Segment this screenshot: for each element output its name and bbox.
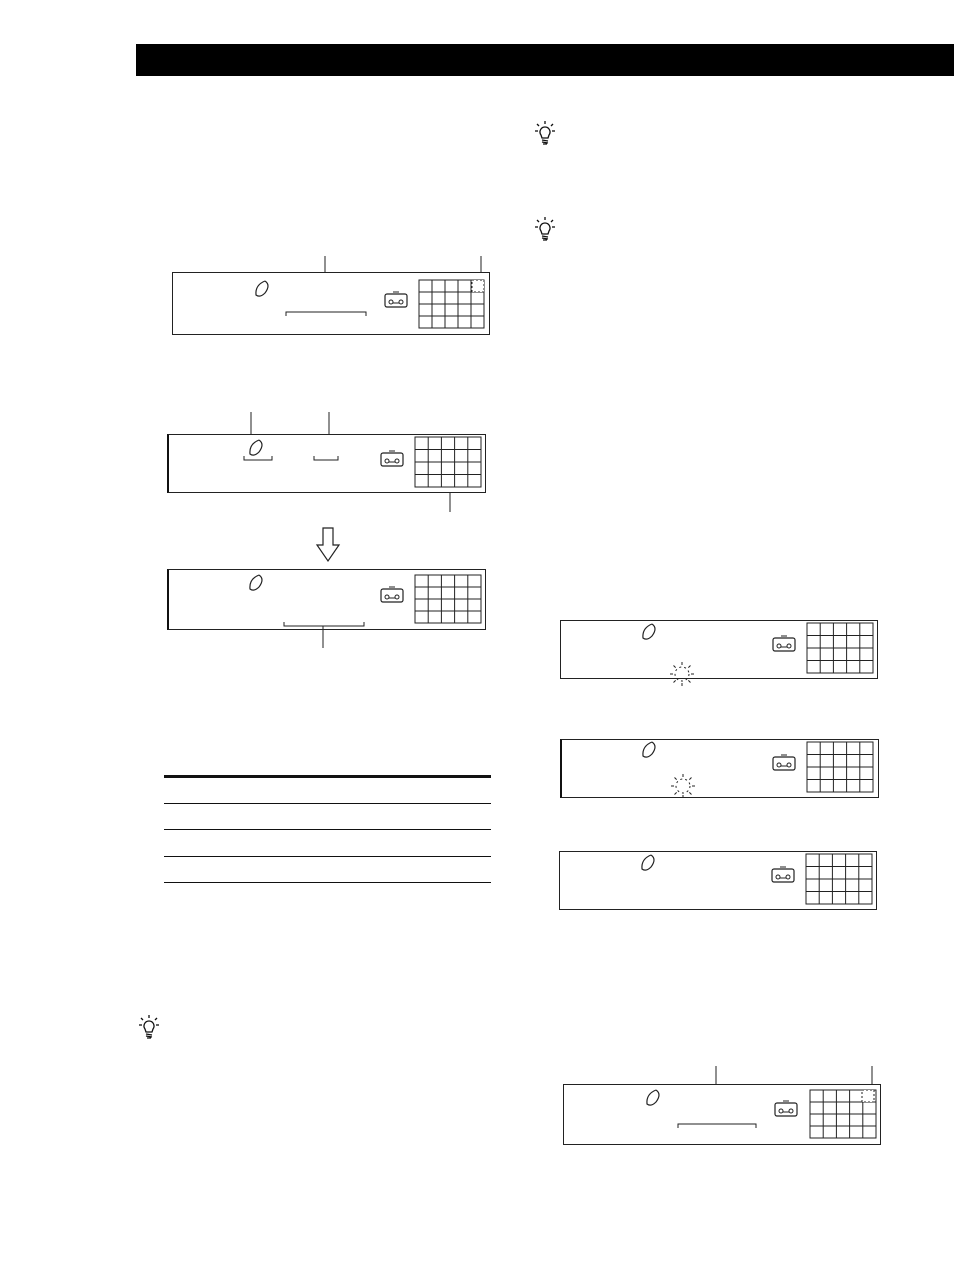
section-header-bar bbox=[136, 44, 954, 76]
down-arrow-icon bbox=[316, 527, 340, 563]
table-bottom-rule bbox=[164, 882, 491, 883]
lcd-display-4 bbox=[560, 620, 878, 679]
table-top-rule bbox=[164, 775, 491, 778]
lcd-display-1 bbox=[172, 272, 490, 335]
lightbulb-tip-icon bbox=[534, 121, 556, 147]
lcd-display-5 bbox=[560, 739, 879, 798]
table-row-rule bbox=[164, 803, 491, 804]
lcd-display-3 bbox=[167, 569, 486, 630]
lcd-display-6 bbox=[559, 851, 877, 910]
lightbulb-tip-icon bbox=[138, 1015, 160, 1041]
table-row-rule bbox=[164, 829, 491, 830]
lcd-display-2 bbox=[167, 434, 486, 493]
lightbulb-tip-icon bbox=[534, 217, 556, 243]
lcd-display-7 bbox=[563, 1084, 881, 1145]
table-row-rule bbox=[164, 856, 491, 857]
